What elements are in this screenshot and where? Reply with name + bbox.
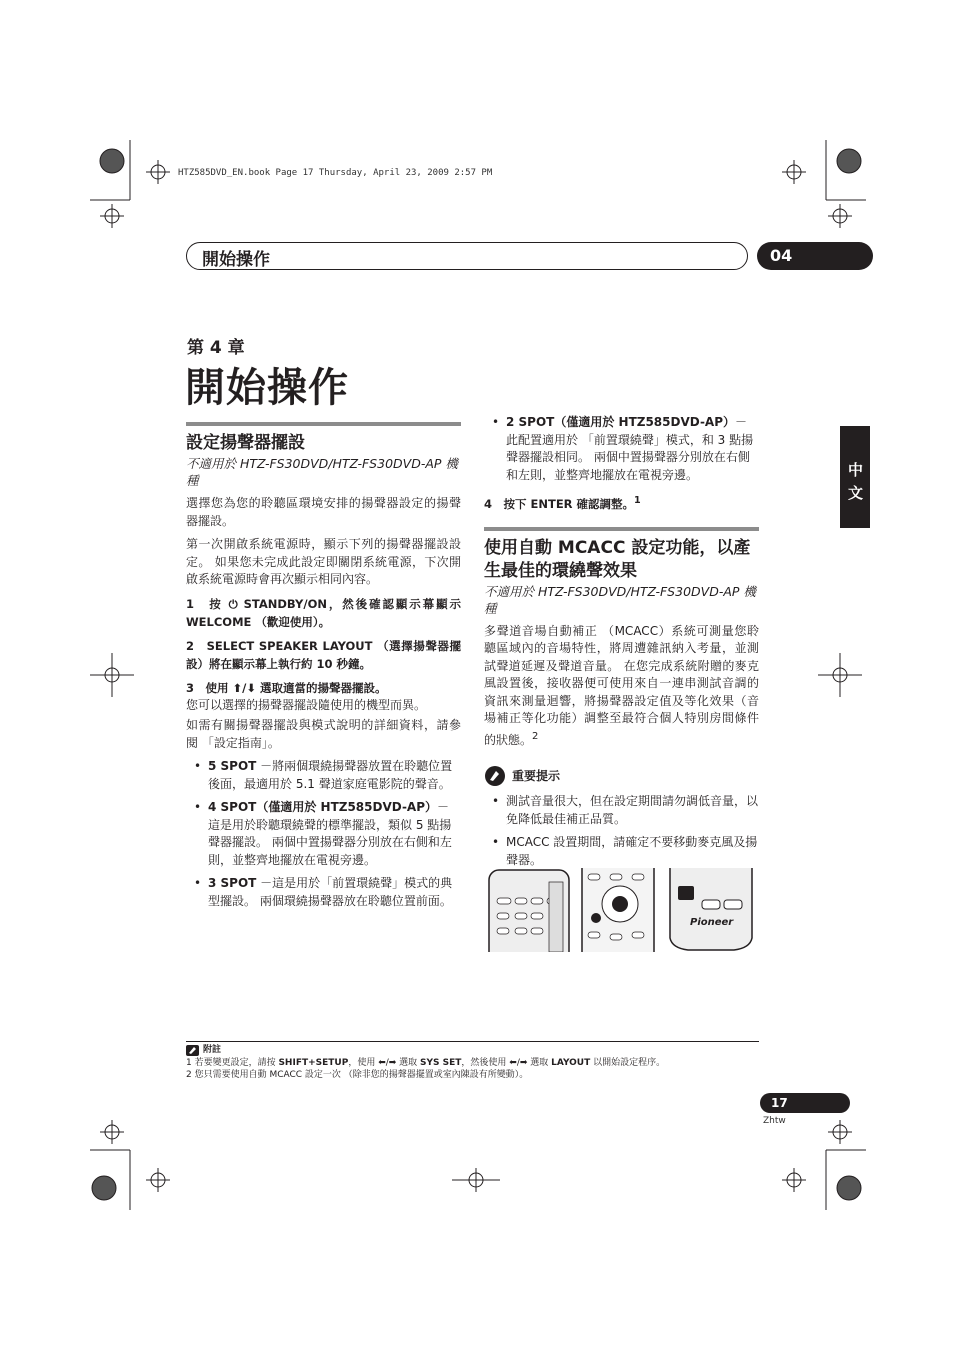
section-title-speaker-layout: 設定揚聲器擺設 <box>186 433 305 453</box>
chapter-title: 開始操作 <box>185 365 349 411</box>
note-icon <box>186 1045 199 1056</box>
page-language-code: Zhtw <box>763 1116 786 1126</box>
step-2: 2 SELECT SPEAKER LAYOUT （選擇揚聲器擺設）將在顯示幕上執行約 10 秒鐘。 <box>186 638 461 671</box>
important-heading: 重要提示 <box>484 765 759 787</box>
paragraph: 選擇您為您的聆聽區環境安排的揚聲器設定的揚聲器擺設。 <box>186 496 461 528</box>
page-number-badge: 17 <box>760 1093 850 1113</box>
list-item: • MCACC 設置期間，請確定不要移動麥克風及揚聲器。 <box>484 834 759 869</box>
layout-option-list <box>186 758 461 910</box>
remote-brand-logo: Pioneer <box>690 917 734 928</box>
section-applicability-note: 不適用於 HTZ-FS30DVD/HTZ-FS30DVD-AP 機種 <box>484 583 756 616</box>
footnote-label: 附註 <box>203 1045 222 1055</box>
step-4: 4 按下 ENTER 確認調整。$^1$ <box>484 495 641 511</box>
step-3: 3 使用 ⬆/⬇ 選取適當的揚聲器擺設。 <box>186 680 387 695</box>
registration-target-icon <box>92 1176 116 1200</box>
remote-control-illustration-3 <box>668 868 758 952</box>
language-tab: 中文 <box>840 426 870 528</box>
print-file-info: HTZ585DVD_EN.book Page 17 Thursday, April 23, 2009 2:57 PM <box>178 168 493 178</box>
important-icon <box>484 765 506 787</box>
footnote-rule <box>186 1041 759 1042</box>
section-title-mcacc: 使用自動 MCACC 設定功能，以產生最佳的環繞聲效果 <box>484 537 751 581</box>
chapter-number-badge: 04 <box>757 242 873 270</box>
registration-target-icon <box>100 149 124 173</box>
left-column <box>186 422 461 916</box>
running-header-frame <box>186 242 748 270</box>
step-1: 1 按 ⏻ STANDBY/ON，然後確認顯示幕顯示 WELCOME （歡迎使用）。 <box>186 596 461 629</box>
remote-control-illustration-1 <box>487 868 573 952</box>
important-list <box>484 793 759 869</box>
list-item: • 測試音量很大，但在設定期間請勿調低音量，以免降低最佳補正品質。 <box>484 793 759 828</box>
list-item: • 5 SPOT －將兩個環繞揚聲器放置在聆聽位置後面，最適用於 5.1 聲道家庭電影院的聲音。 <box>186 758 461 793</box>
section-applicability-note: 不適用於 HTZ-FS30DVD/HTZ-FS30DVD-AP 機種 <box>186 456 458 488</box>
right-column <box>484 414 759 875</box>
registration-target-icon <box>837 149 861 173</box>
footnote-2: 2 您只需要使用自動 MCACC 設定一次 （除非您的揚聲器擺置或室內陳設有所變動）。 <box>186 1070 529 1080</box>
section-rule <box>484 527 759 531</box>
paragraph: 多聲道音場自動補正 （MCACC）系統可測量您聆聽區域內的音場特性，將周遭雜訊納入考量，並測試聲道延遲及聲道音量。 在您完成系統附贈的麥克風設置後，接收器便可使用來自一連串測試音調的資訊來測量迴響，將揚聲器設定值及等化效果（音場補正等化功能）調整至最符合個人特別房間條件的狀態。$^2$ <box>484 623 759 747</box>
chapter-label: 第 4 章 <box>187 338 245 358</box>
running-header-title: 開始操作 <box>202 250 270 270</box>
paragraph: 如需有關揚聲器擺設與模式說明的詳細資料，請參閱 「設定指南」。 <box>186 718 461 750</box>
registration-target-icon <box>837 1176 861 1200</box>
remote-control-illustration-2 <box>580 868 660 952</box>
list-item: • 2 SPOT（僅適用於 HTZ585DVD-AP）－此配置適用於 「前置環繞聲」模式，和 3 點揚聲器擺設相同。 兩個中置揚聲器分別放在右側和左則，並整齊地擺放在電視旁邊。 <box>484 414 759 484</box>
footnotes <box>186 1044 766 1082</box>
paragraph: 您可以選擇的揚聲器擺設隨使用的機型而異。 <box>186 697 427 712</box>
list-item: • 3 SPOT －這是用於「前置環繞聲」模式的典型擺設。 兩個環繞揚聲器放在聆聽位置前面。 <box>186 875 461 910</box>
section-rule <box>186 422 461 426</box>
footnote-1: 1 若要變更設定，請按 SHIFT+SETUP，使用 ⬅/➡ 選取 SYS SET，然後使用 ⬅/➡ 選取 LAYOUT 以開始設定程序。 <box>186 1057 666 1068</box>
list-item: • 4 SPOT（僅適用於 HTZ585DVD-AP）－這是用於聆聽環繞聲的標準擺設，類似 5 點揚聲器擺設。 兩個中置揚聲器分別放在右側和左則，並整齊地擺放在電視旁邊。 <box>186 799 461 869</box>
paragraph: 第一次開啟系統電源時，顯示下列的揚聲器擺設設定。 如果您未完成此設定即關閉系統電源，下次開啟系統電源時會再次顯示相同內容。 <box>186 537 461 586</box>
